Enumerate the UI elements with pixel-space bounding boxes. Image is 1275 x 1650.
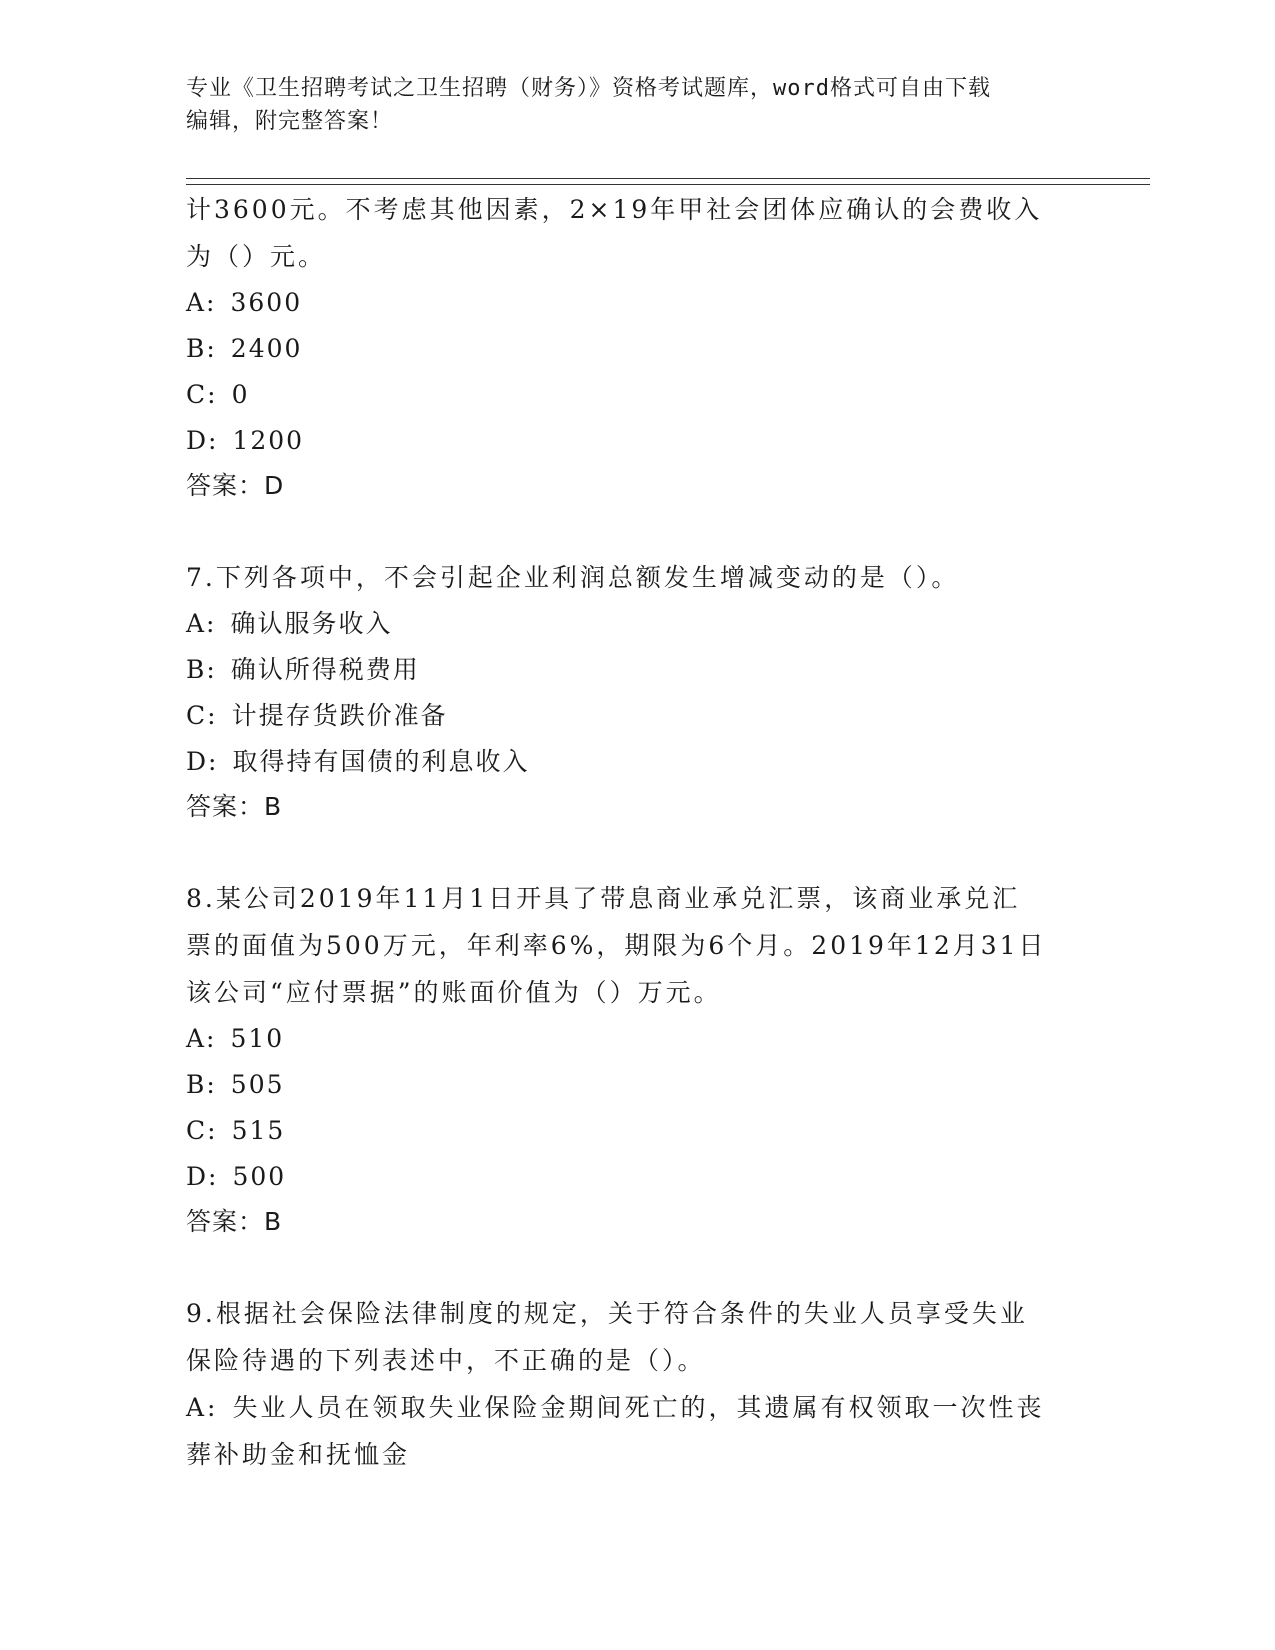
option-letter: D: xyxy=(186,426,219,455)
option-c xyxy=(186,693,1086,739)
option-text: 505 xyxy=(230,1070,285,1099)
option-text: 2400 xyxy=(230,334,303,363)
header-rule-bottom xyxy=(186,184,1150,185)
option-text: 确认所得税费用 xyxy=(230,655,420,684)
question-6 xyxy=(186,186,1086,508)
question-9 xyxy=(186,1290,1086,1478)
header-rule-top xyxy=(186,178,1150,179)
option-d xyxy=(186,1154,1086,1200)
option-letter: C: xyxy=(186,380,218,409)
option-text: 确认服务收入 xyxy=(230,609,393,638)
header-line-2: 编辑，附完整答案！ xyxy=(186,109,394,134)
question-text-line: 保险待遇的下列表述中，不正确的是（）。 xyxy=(186,1346,706,1375)
option-d xyxy=(186,418,1086,464)
option-a xyxy=(186,601,1086,647)
option-letter: A: xyxy=(186,1024,217,1053)
option-letter: A: xyxy=(186,1393,219,1422)
option-a xyxy=(186,1016,1086,1062)
answer-line: 答案：D xyxy=(186,471,285,500)
option-letter: C: xyxy=(186,701,218,730)
option-text: 计提存货跌价准备 xyxy=(231,701,448,730)
page-header xyxy=(186,72,1086,138)
option-text: 0 xyxy=(231,380,250,409)
option-text: 取得持有国债的利息收入 xyxy=(232,747,530,776)
document-body xyxy=(186,186,1086,1478)
option-b xyxy=(186,326,1086,372)
option-text: 510 xyxy=(230,1024,285,1053)
question-text-line: 该公司“应付票据”的账面价值为（）万元。 xyxy=(186,978,722,1007)
option-text: 失业人员在领取失业保险金期间死亡的，其遗属有权领取一次性丧 xyxy=(232,1393,1045,1422)
answer-line: 答案：B xyxy=(186,1207,283,1236)
option-letter: A: xyxy=(186,288,217,317)
option-letter: B: xyxy=(186,334,217,363)
option-b xyxy=(186,1062,1086,1108)
option-c xyxy=(186,372,1086,418)
question-text-line: 9.根据社会保险法律制度的规定，关于符合条件的失业人员享受失业 xyxy=(186,1299,1028,1328)
option-text: 500 xyxy=(232,1162,287,1191)
question-text-line: 计3600元。不考虑其他因素，2×19年甲社会团体应确认的会费收入 xyxy=(186,195,1043,224)
option-c xyxy=(186,1108,1086,1154)
option-b xyxy=(186,647,1086,693)
option-a xyxy=(186,1384,1086,1431)
option-text: 515 xyxy=(231,1116,286,1145)
option-d xyxy=(186,739,1086,785)
option-letter: C: xyxy=(186,1116,218,1145)
option-letter: A: xyxy=(186,609,217,638)
answer-line: 答案：B xyxy=(186,792,283,821)
question-8 xyxy=(186,875,1086,1244)
option-letter: D: xyxy=(186,1162,219,1191)
option-letter: B: xyxy=(186,655,217,684)
option-letter: B: xyxy=(186,1070,217,1099)
option-text: 3600 xyxy=(230,288,303,317)
question-text-line: 为（）元。 xyxy=(186,242,327,271)
question-7 xyxy=(186,554,1086,829)
option-text: 1200 xyxy=(232,426,305,455)
header-line-1: 专业《卫生招聘考试之卫生招聘（财务）》资格考试题库，word格式可自由下载 xyxy=(186,76,991,101)
option-a xyxy=(186,280,1086,326)
question-text-line: 票的面值为500万元，年利率6%，期限为6个月。2019年12月31日 xyxy=(186,931,1047,960)
question-text-line: 7.下列各项中，不会引起企业利润总额发生增减变动的是（）。 xyxy=(186,563,960,592)
option-a-continued: 葬补助金和抚恤金 xyxy=(186,1440,411,1469)
question-text-line: 8.某公司2019年11月1日开具了带息商业承兑汇票，该商业承兑汇 xyxy=(186,884,1021,913)
option-letter: D: xyxy=(186,747,219,776)
